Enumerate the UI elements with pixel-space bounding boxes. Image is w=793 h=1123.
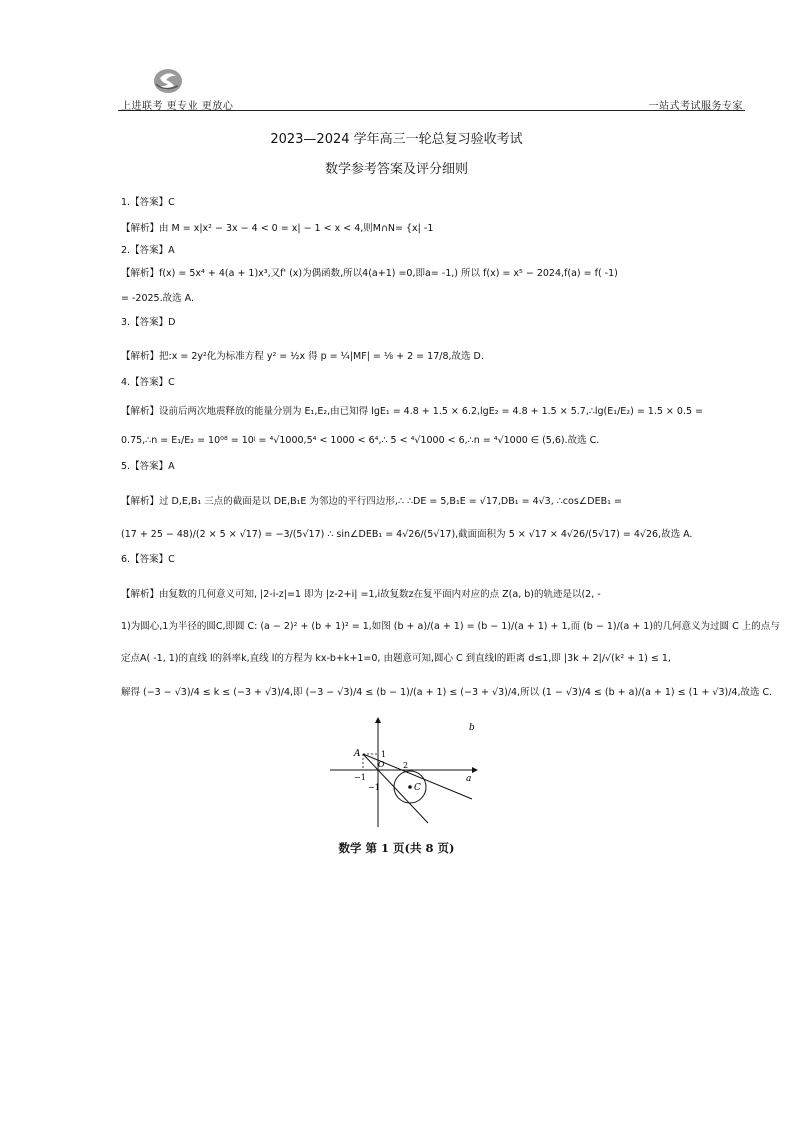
tick-neg1-y-label: −1 [368,783,380,792]
axis-a-label: a [466,774,472,784]
answer-2-label: 2.【答案】A [121,245,175,256]
answer-2-explanation-line2: = -2025.故选 A. [121,293,194,304]
answer-3-label: 3.【答案】D [121,317,176,328]
answer-1-explanation: 【解析】由 M = x|x² − 3x − 4 < 0 = x| − 1 < x < 4,则M∩N= {x| -1 [121,223,434,234]
answer-6-explanation-line2: 1)为圆心,1为半径的圆C,即圆 C: (a − 2)² + (b + 1)² = 1,如图 (b + a)/(a + 1) = (b − 1)/(a + 1) + 1,而 (b − 1)/(a + 1)的几何意义为过圆 C 上的点与 [121,621,780,632]
tick-neg1-x-label: −1 [354,773,366,782]
answer-5-explanation-line2: (17 + 25 − 48)/(2 × 5 × √17) = −3/(5√17) ∴ sin∠DEB₁ = 4√26/(5√17),截面面积为 5 × √17 × 4√26/(5√17) = 4√26,故选 A. [121,529,693,540]
answer-4-explanation-line1: 【解析】设前后两次地震释放的能量分别为 E₁,E₂,由已知得 lgE₁ = 4.8 + 1.5 × 6.2,lgE₂ = 4.8 + 1.5 × 5.7,∴lg(E₁/E₂) = 1.5 × 0.5 = [121,406,703,417]
answer-2-explanation-line1: 【解析】f(x) = 5x⁴ + 4(a + 1)x³,又f' (x)为偶函数,所以4(a+1) =0,即a= -1,) 所以 f(x) = x⁵ − 2024,f(a) = f( -1) [121,268,618,279]
answer-4-explanation-line2: 0.75,∴n = E₁/E₂ = 10⁰⁸ = 10ʲ = ⁴√1000,5⁴ < 1000 < 6⁴,∴ 5 < ⁴√1000 < 6,∴n = ⁴√1000 ∈ (5,6).故选 C. [121,435,600,446]
center-point [408,785,412,789]
center-c-label: C [414,783,421,793]
header-divider [118,110,745,111]
answer-6-explanation-line1: 【解析】由复数的几何意义可知, |2-i-z|=1 即为 |z-2+i| =1,i故复数z在复平面内对应的点 Z(a, b)的轨迹是以(2, - [121,589,601,600]
answer-6-explanation-line4: 解得 (−3 − √3)/4 ≤ k ≤ (−3 + √3)/4,即 (−3 − √3)/4 ≤ (b − 1)/(a + 1) ≤ (−3 + √3)/4,所以 (1 − √3)/4 ≤ (b + a)/(a + 1) ≤ (1 + √3)/4,故选 C. [121,687,773,698]
tick-2-label: 2 [403,761,409,770]
tick-1-label: 1 [381,750,387,759]
b-axis-arrow [375,717,381,723]
origin-label: O [378,760,385,769]
a-axis-arrow [472,767,478,773]
exam-title: 2023—2024 学年高三一轮总复习验收考试 [270,132,523,147]
circle-tangent-figure [330,715,480,830]
answer-5-explanation-line1: 【解析】过 D,E,B₁ 三点的截面是以 DE,B₁E 为邻边的平行四边形,∴ ∴DE = 5,B₁E = √17,DB₁ = 4√3, ∴cos∠DEB₁ = [121,496,622,507]
answer-4-label: 4.【答案】C [121,377,175,388]
point-a-label: A [354,749,361,759]
header-slogan: 上进联考 更专业 更放心 [121,101,234,112]
publisher-logo [150,66,186,96]
axis-b-label: b [469,723,475,733]
answer-3-explanation: 【解析】把:x = 2y²化为标准方程 y² = ½x 得 p = ¼|MF| = ⅛ + 2 = 17/8,故选 D. [121,351,484,362]
document-title: 数学参考答案及评分细则 [324,162,468,177]
answer-6-label: 6.【答案】C [121,554,175,565]
answer-6-explanation-line3: 定点A( -1, 1)的直线 l的斜率k,直线 l的方程为 kx-b+k+1=0, 由题意可知,圆心 C 到直线l的距离 d≤1,即 |3k + 2|/√(k² + 1) ≤ 1, [121,653,671,664]
header-tagline: 一站式考试服务专家 [648,101,743,112]
answer-5-label: 5.【答案】A [121,461,175,472]
answer-1-label: 1.【答案】C [121,197,175,208]
page-footer: 数学 第 1 页(共 8 页) [338,841,455,855]
